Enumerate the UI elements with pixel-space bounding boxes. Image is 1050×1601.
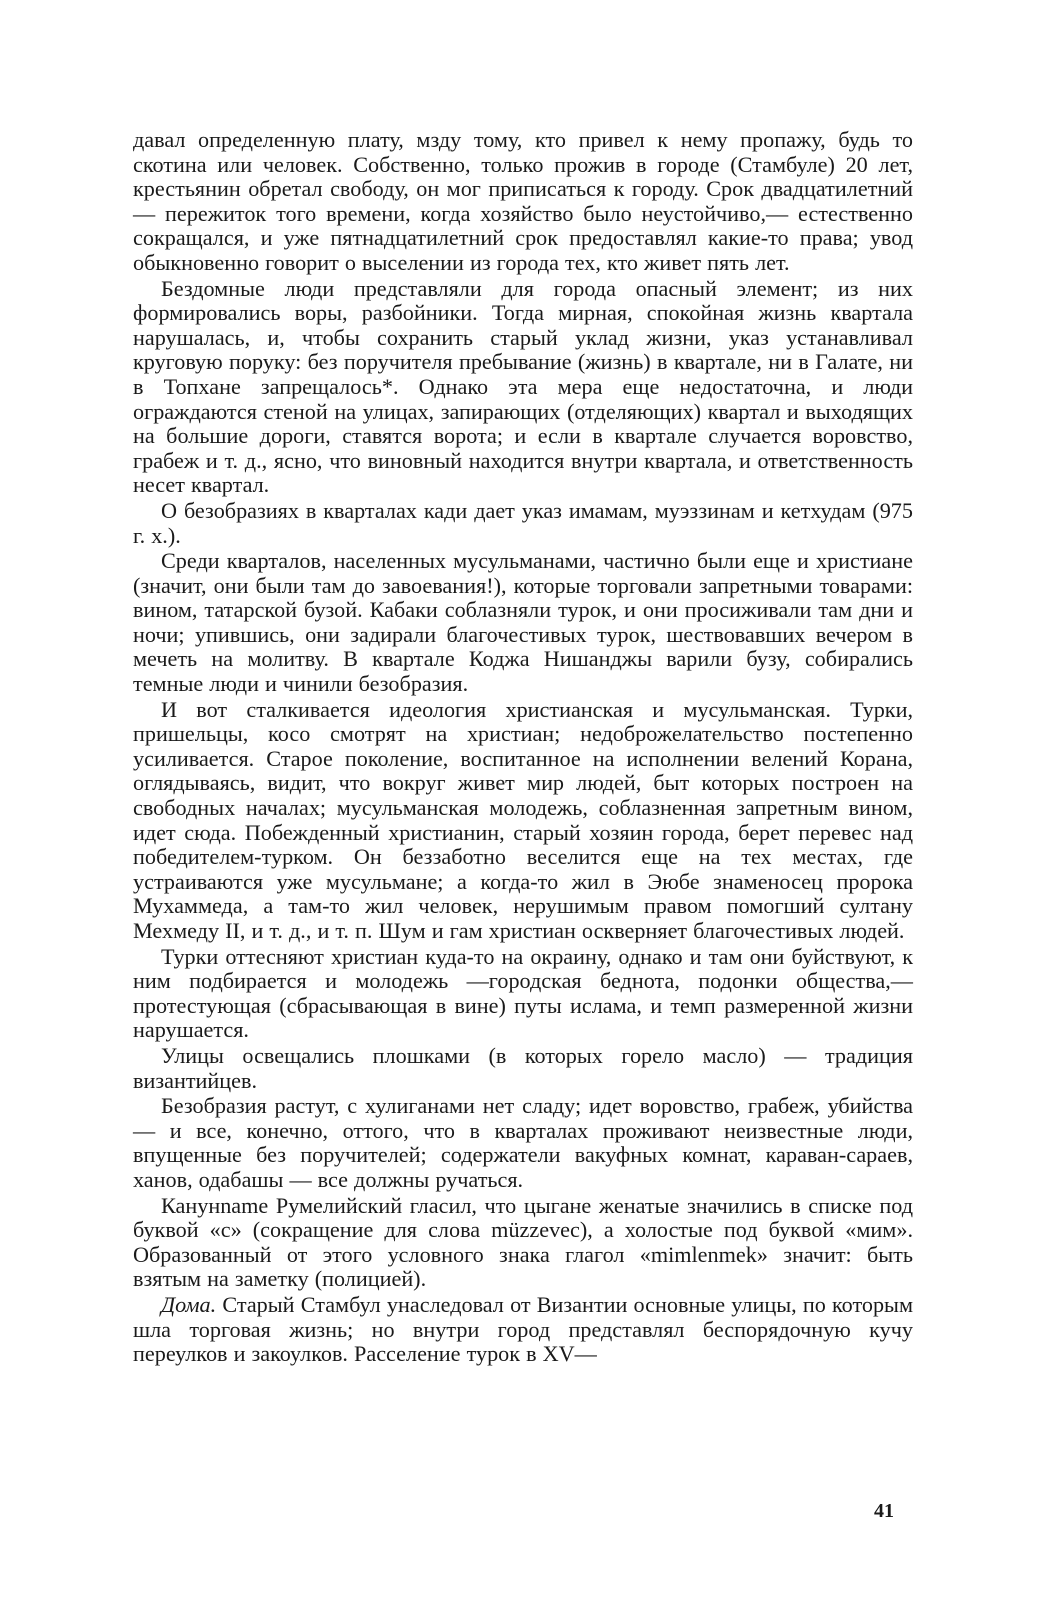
paragraph-7 (133, 1044, 913, 1093)
paragraph-1-text: давал определенную плату, мзду тому, кто привел к нему пропажу, будь то скотина или человек. Собственно, только прожив в городе (Стамбуле) 20 лет, крестьянин обретал свободу, он мог приписаться к городу. Срок двадцатилетний — пережиток того времени, когда хозяйство было неустойчиво,— естественно сокращался, и уже пятнадцатилетний срок предоставлял какие-то права; увод обыкновенно говорит о выселении из города тех, кто живет пять лет. (133, 127, 913, 275)
paragraph-3 (133, 499, 913, 548)
paragraph-8-text: Безобразия растут, с хулиганами нет сладу; идет воровство, грабеж, убийства — и все, конечно, оттого, что в кварталах проживают неизвестные люди, впущенные без поручителей; содержатели вакуфных комнат, караван-сараев, ханов, одабашы — все должны ручаться. (133, 1093, 913, 1192)
text-page (133, 128, 913, 1367)
paragraph-8 (133, 1094, 913, 1192)
paragraph-3-text: О безобразиях в кварталах кади дает указ имамам, муэззинам и кетхудам (975 г. х.). (133, 497, 913, 548)
paragraph-6 (133, 945, 913, 1043)
paragraph-2 (133, 277, 913, 498)
paragraph-6-text: Турки оттесняют христиан куда-то на окраину, однако и там они буйствуют, к ним подбирается и молодежь —городская беднота, подонки общества,— протестующая (сбрасывающая в вине) путы ислама, и темп размеренной жизни нарушается. (133, 943, 913, 1043)
paragraph-10-lead: Дома. (161, 1291, 217, 1317)
paragraph-4 (133, 549, 913, 697)
paragraph-7-text: Улицы освещались плошками (в которых горело масло) — традиция византийцев. (133, 1042, 913, 1093)
paragraph-2-text: Бездомные люди представляли для города опасный элемент; из них формировались воры, разбойники. Тогда мирная, спокойная жизнь квартала нарушалась, и, чтобы сохранить старый уклад жизни, указ устанавливал круговую поруку: без поручителя пребывание (жизнь) в квартале, ни в Галате, ни в Топхане запрещалось*. Однако эта мера еще недостаточна, и люди ограждаются стеной на улицах, запирающих (отделяющих) квартал и выходящих на большие дороги, ставятся ворота; и если в квартале случается воровство, грабеж и т. д., ясно, что виновный находится внутри квартала, и ответственность несет квартал. (133, 275, 913, 498)
paragraph-10 (133, 1293, 913, 1367)
paragraph-5-text: И вот сталкивается идеология христианская и мусульманская. Турки, пришельцы, косо смотрят на христиан; недоброжелательство постепенно усиливается. Старое поколение, воспитанное на исполнении велений Корана, оглядываясь, видит, что вокруг живет мир людей, быт которых построен на свободных началах; мусульманская молодежь, соблазненная запретным вином, идет сюда. Побежденный христианин, старый хозяин города, берет перевес над победителем-турком. Он беззаботно веселится еще на тех местах, где устраиваются уже мусульмане; а когда-то жил в Эюбе знаменосец пророка Мухаммеда, а там-то жил человек, нерушимым правом помогший султану Мехмеду II, и т. д., и т. п. Шум и гам христиан оскверняет благочестивых людей. (133, 696, 913, 943)
paragraph-9-text: Канунname Румелийский гласил, что цыгане женатые значились в списке под буквой «с» (сокращение для слова müzzevec), а холостые под буквой «мим». Образованный от этого условного знака глагол «mimlenmek» значит: быть взятым на заметку (полицией). (133, 1192, 913, 1292)
paragraph-10-text: Старый Стамбул унаследовал от Византии основные улицы, по которым шла торговая жизнь; но внутри город представлял беспорядочную кучу переулков и закоулков. Расселение турок в XV— (133, 1291, 913, 1367)
paragraph-1 (133, 128, 913, 276)
page-number: 41 (874, 1500, 894, 1522)
paragraph-9 (133, 1194, 913, 1292)
paragraph-4-text: Среди кварталов, населенных мусульманами, частично были еще и христиане (значит, они были там до завоевания!), которые торговали запретными товарами: вином, татарской бузой. Кабаки соблазняли турок, и они просиживали там дни и ночи; упившись, они задирали благочестивых турок, шествовавших вечером в мечеть на молитву. В квартале Коджа Нишанджы варили бузу, собирались темные люди и чинили безобразия. (133, 548, 913, 697)
paragraph-5 (133, 698, 913, 944)
